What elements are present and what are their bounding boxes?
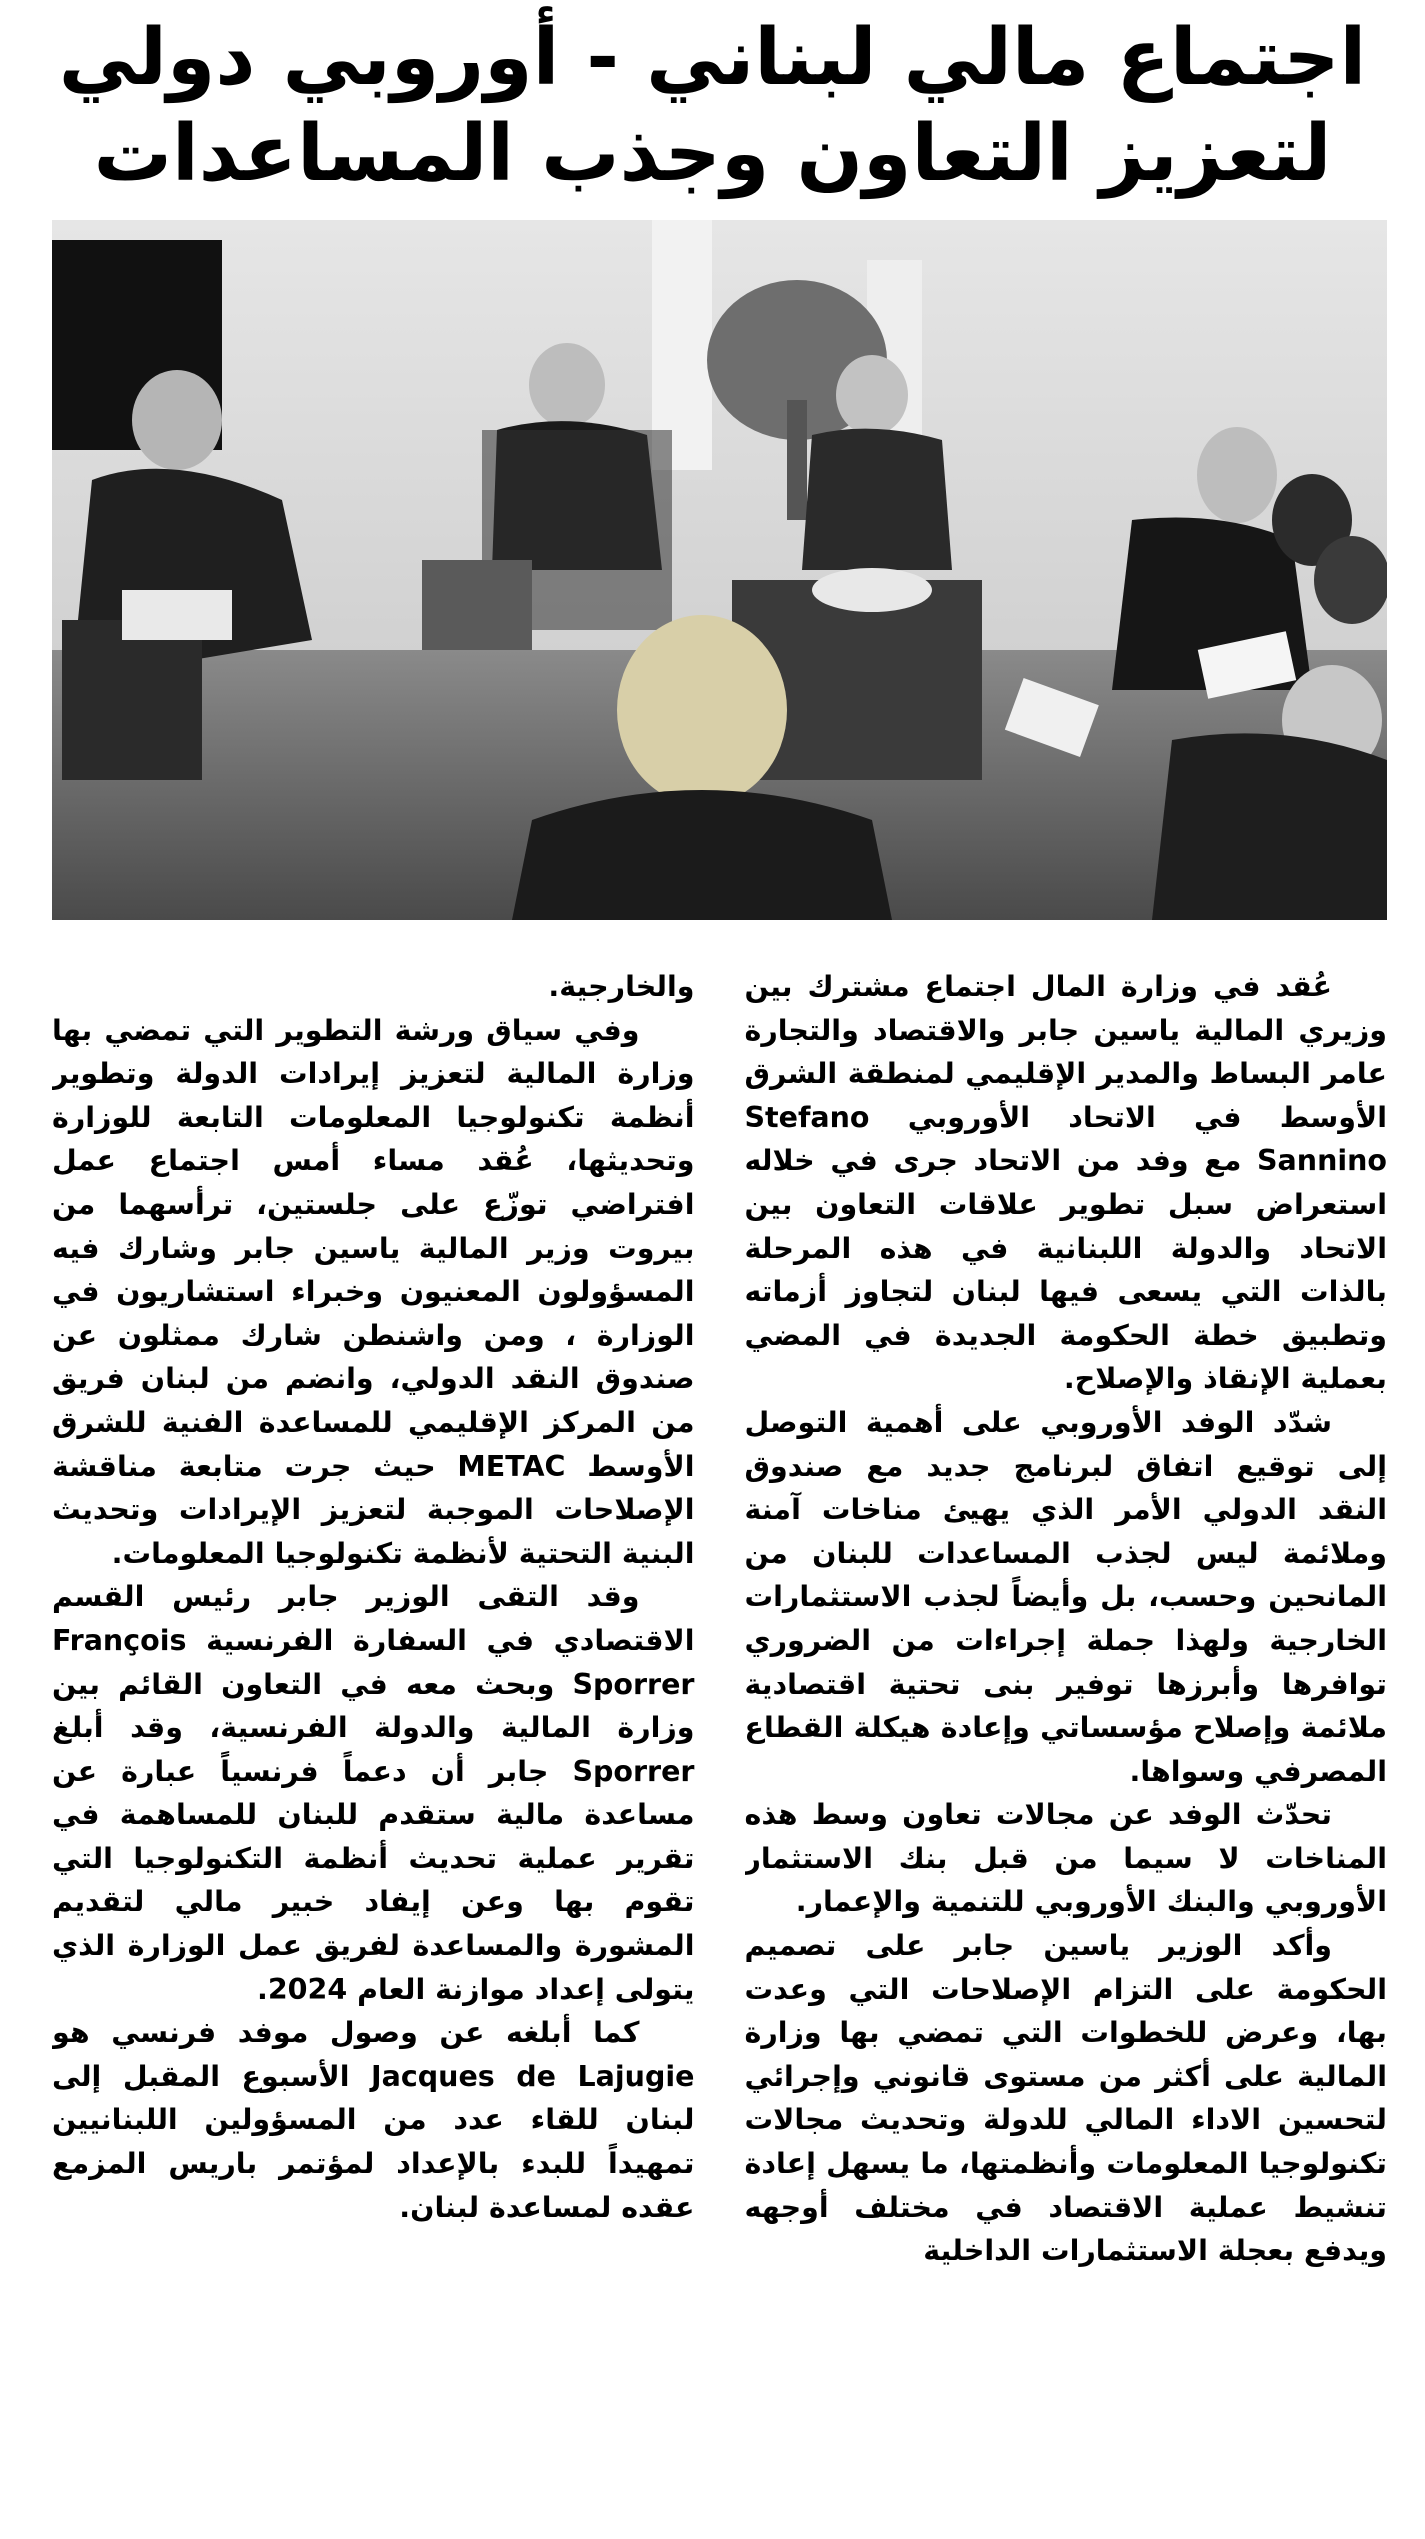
paragraph: والخارجية. bbox=[548, 970, 695, 1003]
paragraph: كما أبلغه عن وصول موفد فرنسي هو Jacques de Lajugie الأسبوع المقبل إلى لبنان للقاء عدد من المسؤولين اللبنانيين تمهيداً للبدء بالإعداد لمؤتمر باريس المزمع عقده لمساعدة لبنان. bbox=[52, 2016, 695, 2224]
headline-line-2: لتعزيز التعاون وجذب المساعدات bbox=[93, 109, 1332, 199]
article-column-left bbox=[52, 965, 695, 2525]
paragraph: وأكد الوزير ياسين جابر على تصميم الحكومة على التزام الإصلاحات التي وعدت بها، وعرض للخطوات التي تمضي بها وزارة المالية على أكثر من مستوى قانوني وإجرائي لتحسين الاداء المالي للدولة وتحديث مجالات تكنولوجيا المعلومات وأنظمتها، ما يسهل إعادة تنشيط عملية الاقتصاد في مختلف أوجهه ويدفع بعجلة الاستثمارات الداخلية bbox=[744, 1929, 1387, 2268]
paragraph: شدّد الوفد الأوروبي على أهمية التوصل إلى توقيع اتفاق لبرنامج جديد مع صندوق النقد الدولي الأمر الذي يهيئ مناخات آمنة وملائمة ليس لجذب المساعدات للبنان من المانحين وحسب، بل وأيضاً لجذب الاستثمارات الخارجية ولهذا جملة إجراءات من الضروري توافرها وأبرزها توفير بنى تحتية اقتصادية ملائمة وإصلاح مؤسساتي وإعادة هيكلة القطاع المصرفي وسواها. bbox=[744, 1405, 1387, 1788]
paragraph: تحدّث الوفد عن مجالات تعاون وسط هذه المناخات لا سيما من قبل بنك الاستثمار الأوروبي والبنك الأوروبي للتنمية والإعمار. bbox=[744, 1798, 1387, 1919]
paragraph: عُقد في وزارة المال اجتماع مشترك بين وزيري المالية ياسين جابر والاقتصاد والتجارة عامر البساط والمدير الإقليمي لمنطقة الشرق الأوسط في الاتحاد الأوروبي Stefano Sannino مع وفد من الاتحاد جرى في خلاله استعراض سبل تطوير علاقات التعاون بين الاتحاد والدولة اللبنانية في هذه المرحلة بالذات التي يسعى فيها لبنان لتجاوز أزماته وتطبيق خطة الحكومة الجديدة في المضي بعملية الإنقاذ والإصلاح. bbox=[744, 970, 1387, 1396]
headline-line-1: اجتماع مالي لبناني - أوروبي دولي bbox=[58, 13, 1367, 103]
article-column-right bbox=[745, 965, 1388, 2525]
headline bbox=[40, 10, 1385, 202]
article-body bbox=[52, 965, 1387, 2525]
paragraph: وقد التقى الوزير جابر رئيس القسم الاقتصادي في السفارة الفرنسية François Sporrer وبحث معه في التعاون القائم بين وزارة المالية والدولة الفرنسية، وقد أبلغ Sporrer جابر أن دعماً فرنسياً عبارة عن مساعدة مالية ستقدم للبنان للمساهمة في تقرير عملية تحديث أنظمة التكنولوجيا التي تقوم بها وعن إيفاد خبير مالي لتقديم المشورة والمساعدة لفريق عمل الوزارة الذي يتولى إعداد موازنة العام 2024. bbox=[52, 1580, 695, 2006]
meeting-photo bbox=[52, 220, 1387, 920]
paragraph: وفي سياق ورشة التطوير التي تمضي بها وزارة المالية لتعزيز إيرادات الدولة وتطوير أنظمة تكنولوجيا المعلومات التابعة للوزارة وتحديثها، عُقد مساء أمس اجتماع عمل افتراضي توزّع على جلستين، ترأسهما من بيروت وزير المالية ياسين جابر وشارك فيه المسؤولون المعنيون وخبراء استشاريون في الوزارة ، ومن واشنطن شارك ممثلون عن صندوق النقد الدولي، وانضم من لبنان فريق من المركز الإقليمي للمساعدة الفنية للشرق الأوسط METAC حيث جرت متابعة مناقشة الإصلاحات الموجبة لتعزيز الإيرادات وتحديث البنية التحتية لأنظمة تكنولوجيا المعلومات. bbox=[52, 1013, 695, 1570]
